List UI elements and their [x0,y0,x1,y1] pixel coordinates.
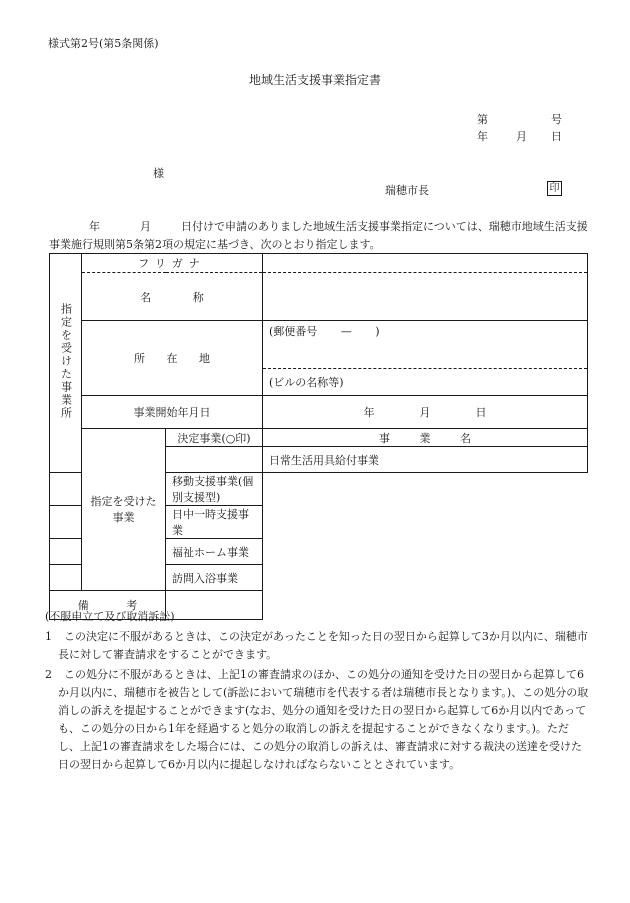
designated-business-label: 指定を受けた事業 [82,429,166,591]
note-item-2: 2 この処分に不服があるときは、上記1の審査請求のほか、この処分の通知を受けた日の翌日から起算して6か月以内に、瑞穂市を被告として(訴訟において瑞穂市を代表する者は瑞穂市長となります。)、この処分の取消しの訴えを提起することができます(なお、処分の通知を受けた日の翌日から起算して6か月以内であっても、この処分の日から1年を経過すると処分の取消しの訴えを提起することができなくなります。)。ただし、上記1の審査請求をした場合には、この処分の取消しの訴えは、審査請求に対する裁決の送達を受けた日の翌日から起算して6か月以内に提起しなければならないこととされています。 [45,668,589,771]
remarks-label: 備 考 [50,591,166,620]
body-text [49,218,591,254]
side-label: 指定を受けた事業所 [59,303,73,420]
decision-mark-4[interactable] [50,539,82,565]
furigana-label: フリガナ [82,254,263,273]
notes-heading: (不服申立て及び取消訴訟) [45,610,175,623]
decision-mark-5[interactable] [50,565,82,591]
decision-mark-1[interactable] [166,447,263,473]
decision-header: 決定事業(○印) [166,429,263,447]
start-date-label: 事業開始年月日 [82,396,263,429]
date-day: 日 [551,130,562,143]
postal-code-field[interactable]: (郵便番号 — ) [263,321,588,369]
name-value[interactable] [263,273,588,321]
body-main: 日付けで申請のありました地域生活支援事業指定については、瑞穂市地域生活支援事業施行規則第5条第2項の規定に基づき、次のとおり指定します。 [49,220,588,251]
decision-mark-3[interactable] [50,506,82,539]
business-header: 事 業 名 [263,429,588,447]
addressee-suffix: 様 [153,167,164,180]
form-number: 様式第2号(第5条関係) [48,37,159,50]
decision-mark-2[interactable] [50,473,82,506]
doc-number-prefix: 第 [477,113,488,126]
business-item-4: 福祉ホーム事業 [166,539,263,565]
address-label: 所 在 地 [82,321,263,396]
document-title: 地域生活支援事業指定書 [248,73,381,87]
seal-mark: 印 [547,181,562,196]
notes-section [45,608,590,774]
name-label: 名 称 [82,273,263,321]
furigana-value[interactable] [263,254,588,273]
start-date-value[interactable]: 年 月 日 [263,396,588,429]
business-item-1: 日常生活用具給付事業 [263,447,588,473]
date-year: 年 [477,130,488,143]
side-label-cell [50,254,82,473]
body-year: 年 [89,220,100,233]
business-item-3: 日中一時支援事業 [166,506,263,539]
note-item-1: 1 この決定に不服があるときは、この決定があったことを知った日の翌日から起算して3か月以内に、瑞穂市長に対して審査請求をすることができます。 [45,630,588,661]
building-name-field[interactable]: (ビルの名称等) [263,369,588,396]
issuer: 瑞穂市長 [385,184,429,197]
body-month: 月 [140,220,151,233]
business-item-2: 移動支援事業(個別支援型) [166,473,263,506]
business-item-5: 訪問入浴事業 [166,565,263,591]
date-month: 月 [516,130,527,143]
doc-number-suffix: 号 [551,113,562,126]
designation-table [49,253,588,620]
